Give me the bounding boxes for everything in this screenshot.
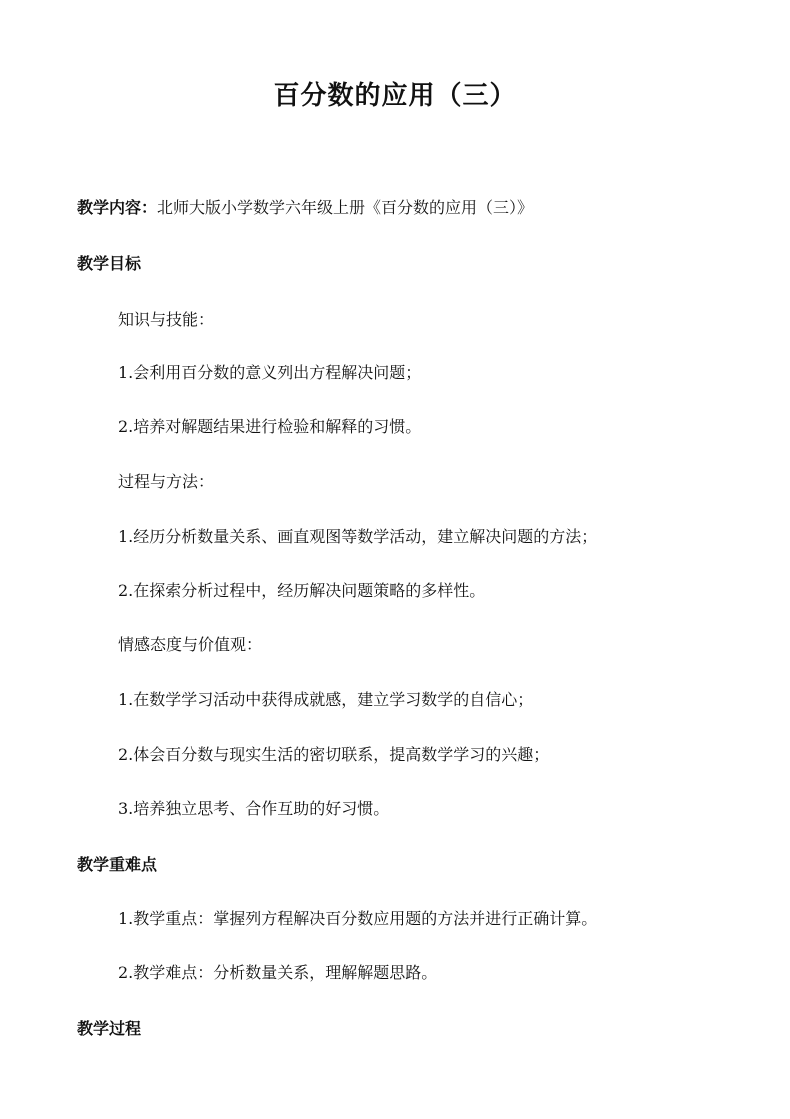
teaching-content-line [77, 197, 533, 219]
document-title: 百分数的应用（三） [273, 81, 517, 111]
objectives-heading: 教学目标 [77, 254, 142, 273]
knowledge-item-2: 2.培养对解题结果进行检验和解释的习惯。 [118, 417, 422, 436]
emotion-item-3: 3.培养独立思考、合作互助的好习惯。 [118, 799, 390, 818]
emotion-subheading: 情感态度与价值观： [118, 635, 263, 654]
knowledge-item-1: 1.会利用百分数的意义列出方程解决问题； [118, 363, 422, 382]
teaching-process-heading: 教学过程 [77, 1019, 142, 1038]
emotion-item-2: 2.体会百分数与现实生活的密切联系，提高数学学习的兴趣； [118, 745, 550, 764]
key-points-heading: 教学重难点 [77, 855, 158, 874]
key-point-2: 2.教学难点：分析数量关系，理解解题思路。 [118, 963, 438, 982]
key-point-1: 1.教学重点：掌握列方程解决百分数应用题的方法并进行正确计算。 [118, 909, 598, 928]
process-item-1: 1.经历分析数量关系、画直观图等数学活动，建立解决问题的方法； [118, 527, 598, 546]
emotion-item-1: 1.在数学学习活动中获得成就感，建立学习数学的自信心； [118, 690, 534, 709]
process-subheading: 过程与方法： [118, 472, 215, 491]
teaching-content-text: 北师大版小学数学六年级上册《百分数的应用（三）》 [157, 198, 534, 217]
knowledge-subheading: 知识与技能： [118, 310, 215, 329]
process-item-2: 2.在探索分析过程中，经历解决问题策略的多样性。 [118, 581, 486, 600]
teaching-content-label: 教学内容： [77, 198, 158, 217]
